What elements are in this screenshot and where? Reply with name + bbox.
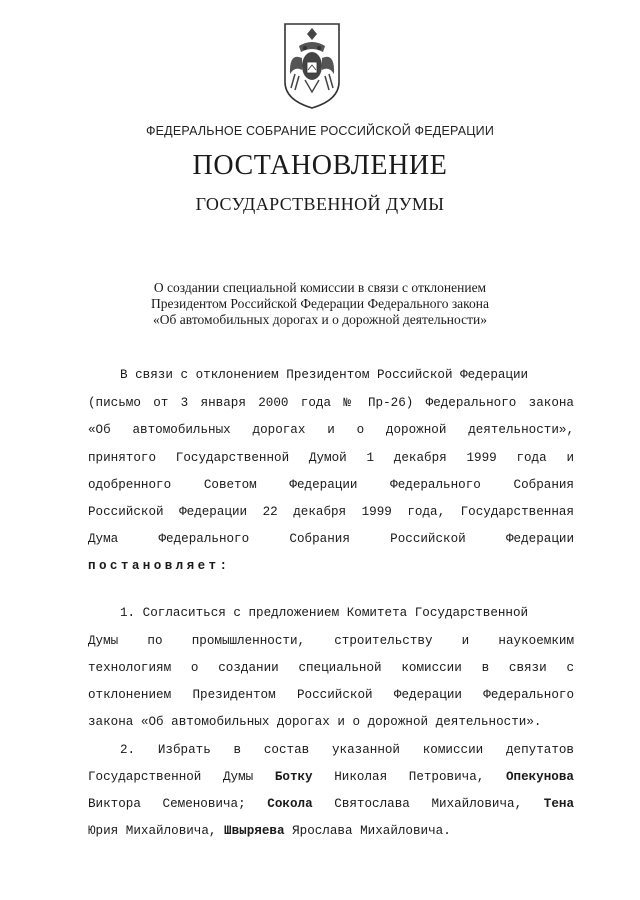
deputy-surname: Швыряева bbox=[224, 824, 285, 838]
deputy-surname: Тена bbox=[543, 797, 574, 811]
document-type-title: ПОСТАНОВЛЕНИЕ bbox=[192, 150, 448, 181]
subject-line: Президентом Российской Федерации Федерального закона bbox=[150, 296, 490, 311]
preamble-line: (письмо от 3 января 2000 года № Пр-26) Федерального закона bbox=[88, 396, 574, 410]
subject-line: О создании специальной комиссии в связи с отклонением bbox=[153, 280, 487, 295]
item-1-line: технологиям о создании специальной комиссии в связи с bbox=[88, 661, 574, 675]
item-2-text: Николая Петровича, bbox=[312, 770, 506, 784]
preamble-line: Российской Федерации 22 декабря 1999 года, Государственная bbox=[88, 505, 574, 519]
preamble-line: В связи с отклонением Президентом Российской Федерации bbox=[120, 368, 529, 382]
item-1-line: закона «Об автомобильных дорогах и о дорожной деятельности». bbox=[88, 715, 542, 729]
item-1-line: отклонением Президентом Российской Федерации Федерального bbox=[88, 688, 574, 702]
item-2-line bbox=[88, 795, 574, 813]
parliament-name: ФЕДЕРАЛЬНОЕ СОБРАНИЕ РОССИЙСКОЙ ФЕДЕРАЦИИ bbox=[145, 124, 495, 138]
preamble-line: «Об автомобильных дорогах и о дорожной деятельности», bbox=[88, 423, 574, 437]
issuing-body-subtitle: ГОСУДАРСТВЕННОЙ ДУМЫ bbox=[195, 194, 445, 214]
deputy-surname: Ботку bbox=[274, 770, 313, 784]
coat-of-arms-emblem bbox=[277, 18, 347, 112]
preamble-line: принятого Государственной Думой 1 декабря 1999 года и bbox=[88, 451, 574, 465]
item-2-line bbox=[88, 768, 574, 786]
item-2-text: Ярослава Михайловича. bbox=[284, 824, 451, 838]
item-2-text: Виктора Семеновича; bbox=[88, 797, 268, 811]
subject-line: «Об автомобильных дорогах и о дорожной деятельности» bbox=[153, 312, 487, 327]
item-2-text: Государственной Думы bbox=[88, 770, 275, 784]
deputy-surname: Сокола bbox=[267, 797, 313, 811]
item-1-line: Думы по промышленности, строительству и наукоемким bbox=[88, 634, 574, 648]
item-2-line: 2. Избрать в состав указанной комиссии депутатов bbox=[120, 743, 574, 757]
item-2-text: Святослава Михайловича, bbox=[312, 797, 544, 811]
item-2-text: Юрия Михайловича, bbox=[88, 824, 225, 838]
deputy-surname: Опекунова bbox=[505, 770, 574, 784]
preamble-line: одобренного Советом Федерации Федерального Собрания bbox=[88, 478, 574, 492]
resolution-subject bbox=[0, 280, 640, 328]
resolves-word: постановляет: bbox=[88, 559, 231, 573]
item-1-line: 1. Согласиться с предложением Комитета Государственной bbox=[120, 606, 529, 620]
item-2-line bbox=[88, 822, 574, 840]
preamble-line: Дума Федерального Собрания Российской Федерации bbox=[88, 532, 574, 546]
